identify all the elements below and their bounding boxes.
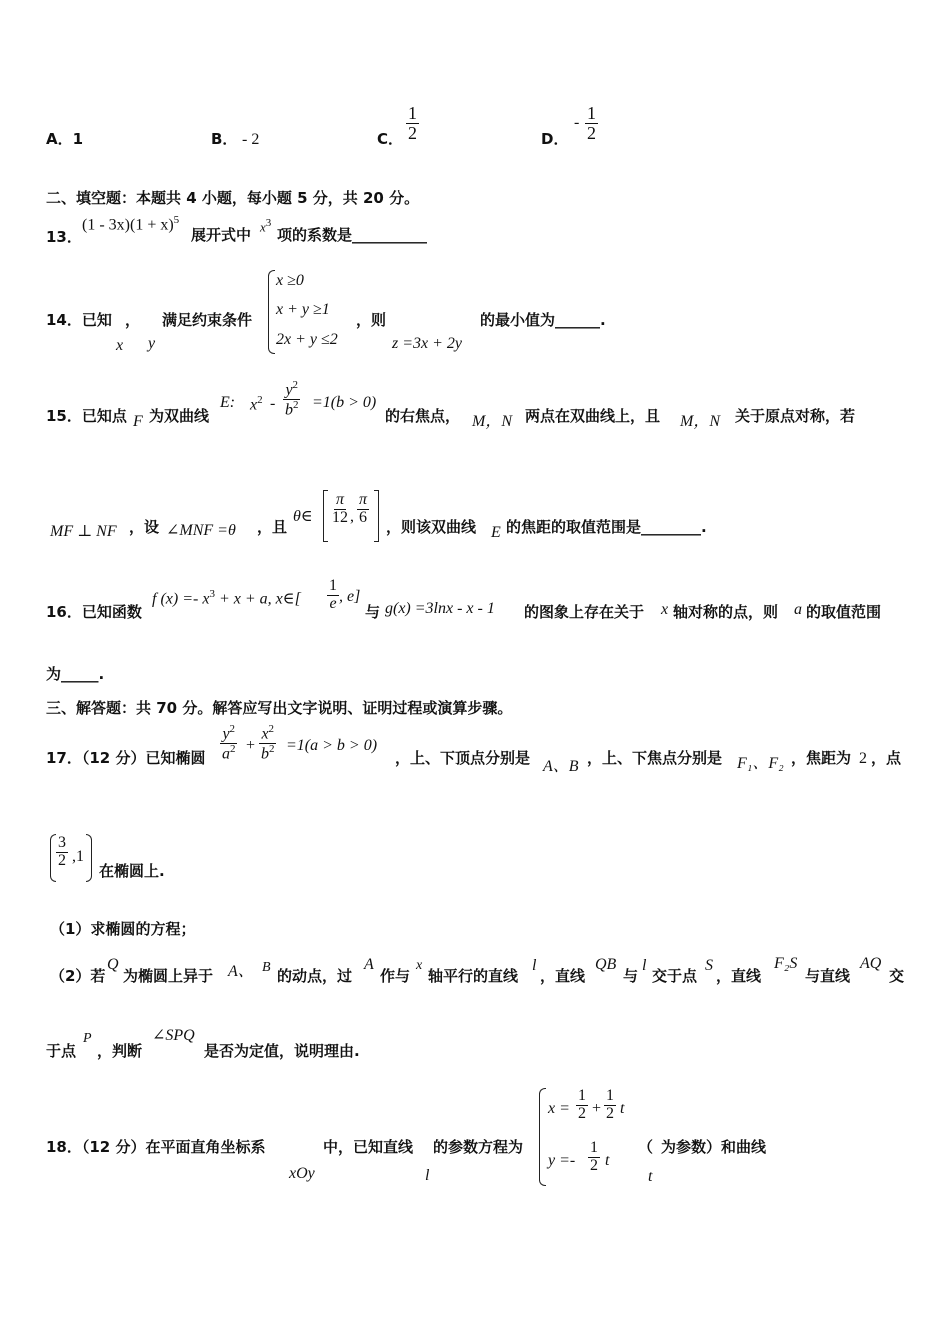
q15-theta-in: θ∈ xyxy=(293,508,313,525)
q15-x-squared: $x^2$ xyxy=(250,394,263,414)
q17-point-rest: ,1 xyxy=(72,848,84,865)
q15-perpendicular: MF ⊥ NF xyxy=(50,523,117,540)
option-d-fraction: $\frac{1}{2}$ xyxy=(587,103,596,143)
q17-text5: 在椭圆上. xyxy=(99,862,165,880)
q15-number: 15．已知点 xyxy=(46,407,127,425)
q14-constraint-3: 2x + y ≤2 xyxy=(276,331,338,348)
q18-text4: 为参数）和曲线 xyxy=(661,1138,767,1156)
q13-expression: $(1 - 3x)(1 + x)^5$ xyxy=(82,214,180,234)
q17-F1F2: F₁、F₂ xyxy=(737,755,784,772)
q15-comma: , xyxy=(350,508,354,525)
q14-text1: 满足约束条件 xyxy=(162,311,253,329)
q15-text6: ，且 xyxy=(257,518,288,536)
q17-part2-f: ，直线 xyxy=(540,967,586,985)
section-3-heading: 三、解答题：共 70 分。解答应写出文字说明、证明过程或演算步骤。 xyxy=(46,699,513,717)
q17-text4: ，点 xyxy=(871,749,902,767)
q17-point-right-paren xyxy=(86,834,92,882)
q17-part2-g: 与 xyxy=(623,967,639,985)
q18-text2: 的参数方程为 xyxy=(433,1138,524,1156)
q15-text7: ，则该双曲线 xyxy=(386,518,477,536)
q18-eq1-frac2: $\frac{1}{2}$ xyxy=(606,1087,614,1122)
q16-a: a xyxy=(794,601,802,618)
q17-part2-b: 为椭圆上异于 xyxy=(123,967,214,985)
q14-var-y: y xyxy=(148,335,156,352)
q15-rhs: =1(b > 0) xyxy=(312,394,377,411)
q18-eq2-t: t xyxy=(605,1152,610,1169)
option-b-value: - 2 xyxy=(242,131,260,148)
q17-plus: + xyxy=(246,737,256,754)
q15-right-bracket xyxy=(374,490,379,542)
q17-x: x xyxy=(416,958,423,973)
q14-text3: 的最小值为______. xyxy=(480,311,606,329)
q16-f-expression: f $(x) =- x^3 + x + a$, x∈[ xyxy=(152,588,301,608)
q17-l1: l xyxy=(532,957,537,974)
q17-l2: l xyxy=(642,957,647,974)
q14-number: 14．已知 xyxy=(46,311,112,329)
q17-angle-SPQ: ∠SPQ xyxy=(152,1027,195,1044)
q15-left-bracket xyxy=(323,490,328,542)
q14-comma: ， xyxy=(125,311,141,329)
q15-fraction: $\frac{y^2}{b^2}$ xyxy=(285,379,299,419)
q18-l: l xyxy=(425,1167,430,1184)
q16-text3: 轴对称的点，则 xyxy=(673,603,779,621)
q15-E: E xyxy=(491,524,501,541)
q14-constraint-1: x ≥0 xyxy=(276,272,304,289)
q17-part2-i: ，直线 xyxy=(716,967,762,985)
q18-eq1-frac1: $\frac{1}{2}$ xyxy=(578,1087,586,1122)
q17-part2-m: ，判断 xyxy=(97,1042,143,1060)
q15-text1: 为双曲线 xyxy=(149,407,210,425)
q13-number: 13． xyxy=(46,228,82,246)
q17-AB: A、B xyxy=(543,758,579,775)
q17-text2: ，上、下焦点分别是 xyxy=(587,749,723,767)
q15-text5: ，设 xyxy=(129,518,160,536)
q16-number: 16．已知函数 xyxy=(46,603,142,621)
q17-S: S xyxy=(705,957,713,974)
q17-part2-d: 作与 xyxy=(380,967,411,985)
q15-text2: 的右焦点， xyxy=(385,407,461,425)
q14-objective: z =3x + 2y xyxy=(392,335,463,352)
section-2-heading: 二、填空题：本题共 4 小题，每小题 5 分，共 20 分。 xyxy=(46,189,420,207)
q17-part2-n: 是否为定值，说明理由. xyxy=(204,1042,360,1060)
q16-x-axis: x xyxy=(661,601,669,618)
q17-Q: Q xyxy=(107,956,119,973)
q18-brace xyxy=(539,1088,546,1186)
q15-MN-2: M，N xyxy=(680,413,721,430)
q13-x-cubed: $x^3$ xyxy=(260,217,272,235)
q17-part2-e: 轴平行的直线 xyxy=(428,967,519,985)
q17-B1: B xyxy=(262,960,271,975)
option-c-label: C． xyxy=(377,130,404,148)
option-b-label: B． xyxy=(211,130,238,148)
q15-text3: 两点在双曲线上，且 xyxy=(525,407,661,425)
q17-part2-a: （2）若 xyxy=(50,967,106,985)
q15-pi-12: $\frac{\pi}{12}$ xyxy=(332,491,348,526)
q17-rhs: =1(a > b > 0) xyxy=(286,737,378,754)
q17-part2-l: 于点 xyxy=(46,1042,77,1060)
q14-brace xyxy=(268,270,275,354)
q17-text3: ，焦距为 xyxy=(791,749,852,767)
q17-frac-y: $\frac{y^2}{a^2}$ xyxy=(222,723,236,763)
q17-P: P xyxy=(83,1031,92,1046)
q16-text5: 为_____. xyxy=(46,665,105,683)
q18-eq2-lhs: y =- xyxy=(548,1152,576,1169)
q17-part2-j: 与直线 xyxy=(805,967,851,985)
q18-number: 18．（12 分）在平面直角坐标系 xyxy=(46,1138,266,1156)
q17-two: 2 xyxy=(859,750,867,767)
q18-text3: （ xyxy=(638,1138,654,1156)
q14-constraint-2: x + y ≥1 xyxy=(276,301,330,318)
q17-part1: （1）求椭圆的方程； xyxy=(50,920,196,938)
q15-text8: 的焦距的取值范围是________. xyxy=(506,518,707,536)
q16-text4: 的取值范围 xyxy=(806,603,882,621)
q18-eq2-frac: $\frac{1}{2}$ xyxy=(590,1139,598,1174)
option-d-sign: - xyxy=(574,114,580,131)
q13-text1: 展开式中 xyxy=(191,226,252,244)
q15-pi-6: $\frac{\pi}{6}$ xyxy=(359,491,368,526)
q16-text1: 与 xyxy=(365,603,381,621)
q16-e-fraction: $\frac{1}{e}$ xyxy=(329,577,337,612)
q17-point-fraction: $\frac{3}{2}$ xyxy=(58,834,66,869)
q17-F2S: F₂S xyxy=(774,955,798,972)
q16-f-close: , e] xyxy=(339,588,361,605)
q17-text1: ，上、下顶点分别是 xyxy=(395,749,531,767)
q18-text1: 中，已知直线 xyxy=(323,1138,414,1156)
option-a: A．1 xyxy=(46,130,84,148)
q18-eq1-lhs: x = xyxy=(548,1100,570,1117)
option-d-label: D． xyxy=(541,130,569,148)
q17-A1: A、 xyxy=(228,963,254,980)
q17-part2-h: 交于点 xyxy=(652,967,698,985)
q16-g-expression: g(x) =3lnx - x - 1 xyxy=(385,600,495,617)
q18-t-param: t xyxy=(648,1168,653,1185)
q15-text4: 关于原点对称，若 xyxy=(735,407,856,425)
q18-eq1-plus: + xyxy=(592,1100,602,1117)
q14-var-x: x xyxy=(116,337,124,354)
option-c-fraction: $\frac{1}{2}$ xyxy=(408,103,417,143)
q17-AQ: AQ xyxy=(860,955,882,972)
q15-angle: ∠MNF =θ xyxy=(166,522,236,539)
q17-part2-c: 的动点，过 xyxy=(277,967,353,985)
q14-text2: ，则 xyxy=(356,311,387,329)
q15-E-label: E: xyxy=(220,394,236,411)
q15-MN-1: M，N xyxy=(472,413,513,430)
q16-text2: 的图象上存在关于 xyxy=(524,603,645,621)
q15-F: F xyxy=(133,413,143,430)
q17-part2-k: 交 xyxy=(889,967,905,985)
q17-number: 17．（12 分）已知椭圆 xyxy=(46,749,206,767)
q15-minus: - xyxy=(270,395,276,412)
q18-xOy: xOy xyxy=(289,1165,315,1182)
q13-text2: 项的系数是__________ xyxy=(277,226,428,244)
q18-eq1-t: t xyxy=(620,1100,625,1117)
q17-frac-x: $\frac{x^2}{b^2}$ xyxy=(261,723,275,763)
q17-A2: A xyxy=(364,956,374,973)
q17-QB: QB xyxy=(595,956,617,973)
